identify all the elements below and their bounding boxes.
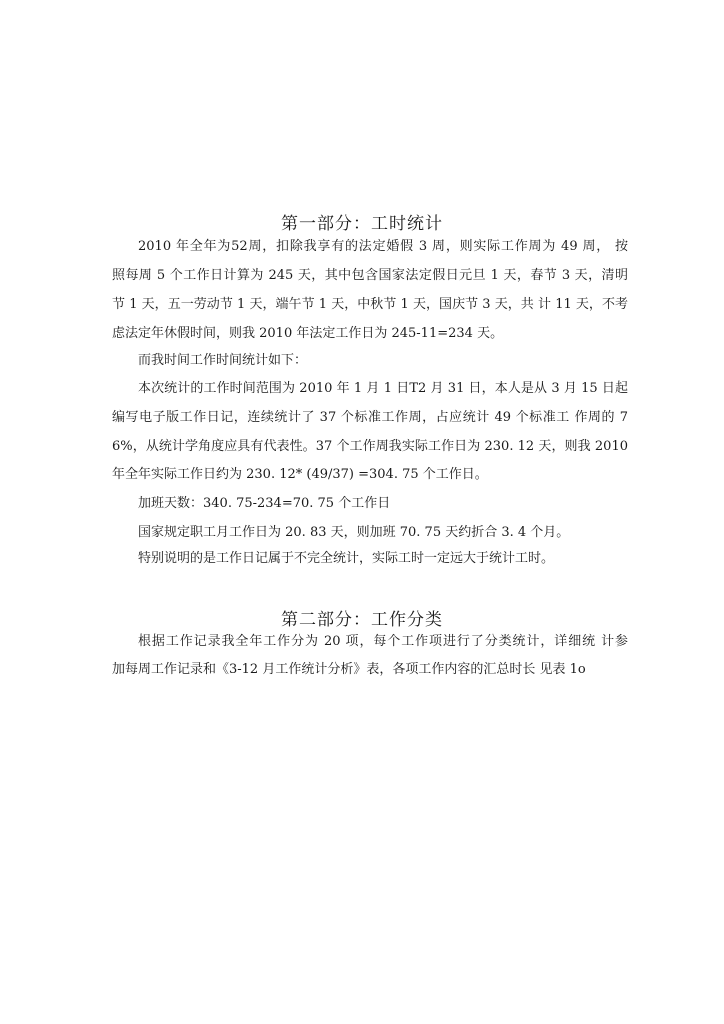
section2-line-1: 根据工作记录我全年工作分为 20 项，每个工作项进行了分类统计，详细统 计参 — [138, 634, 628, 649]
section1-line-5: 而我时间工作时间统计如下： — [138, 353, 308, 368]
section1-title: 第一部分：工时统计 — [281, 214, 443, 234]
section1-line-10: 加班天数：340. 75-234=70. 75 个工作日 — [138, 496, 391, 511]
section1-line-1: 2010 年全年为52周，扣除我享有的法定婚假 3 周，则实际工作周为 49 周， 按 — [138, 239, 628, 254]
section2-line-2: 加每周工作记录和《3-12 月工作统计分析》表，各项工作内容的汇总时长 见表 1o — [112, 662, 586, 677]
section1-line-3: 节 1 天，五一劳动节 1 天，端午节 1 天，中秋节 1 天，国庆节 3 天，共 计 11 天，不考 — [112, 297, 628, 312]
section1-line-7: 编写电子版工作日记，连续统计了 37 个标准工作周，占应统计 49 个标准工 作周的 7 — [112, 410, 628, 425]
section1-line-8: 6%，从统计学角度应具有代表性。37 个工作周我实际工作日为 230. 12 天，则我 2010 — [112, 439, 628, 454]
section1-line-2: 照每周 5 个工作日计算为 245 天，其中包含国家法定假日元旦 1 天，春节 3 天，清明 — [112, 268, 628, 283]
section1-line-4: 虑法定年休假时间，则我 2010 年法定工作日为 245-11=234 天。 — [112, 326, 504, 341]
section1-line-6: 本次统计的工作时间范围为 2010 年 1 月 1 日T2 月 31 日，本人是从 3 月 15 日起 — [138, 381, 628, 396]
section2-title: 第二部分：工作分类 — [281, 610, 443, 630]
section1-line-12: 特别说明的是工作日记属于不完全统计，实际工时一定远大于统计工时。 — [138, 551, 555, 566]
section1-line-9: 年全年实际工作日约为 230. 12* (49/37) =304. 75 个工作日。 — [112, 467, 488, 482]
section1-line-11: 国家规定职工月工作日为 20. 83 天，则加班 70. 75 天约折合 3. 4 个月。 — [138, 525, 570, 540]
